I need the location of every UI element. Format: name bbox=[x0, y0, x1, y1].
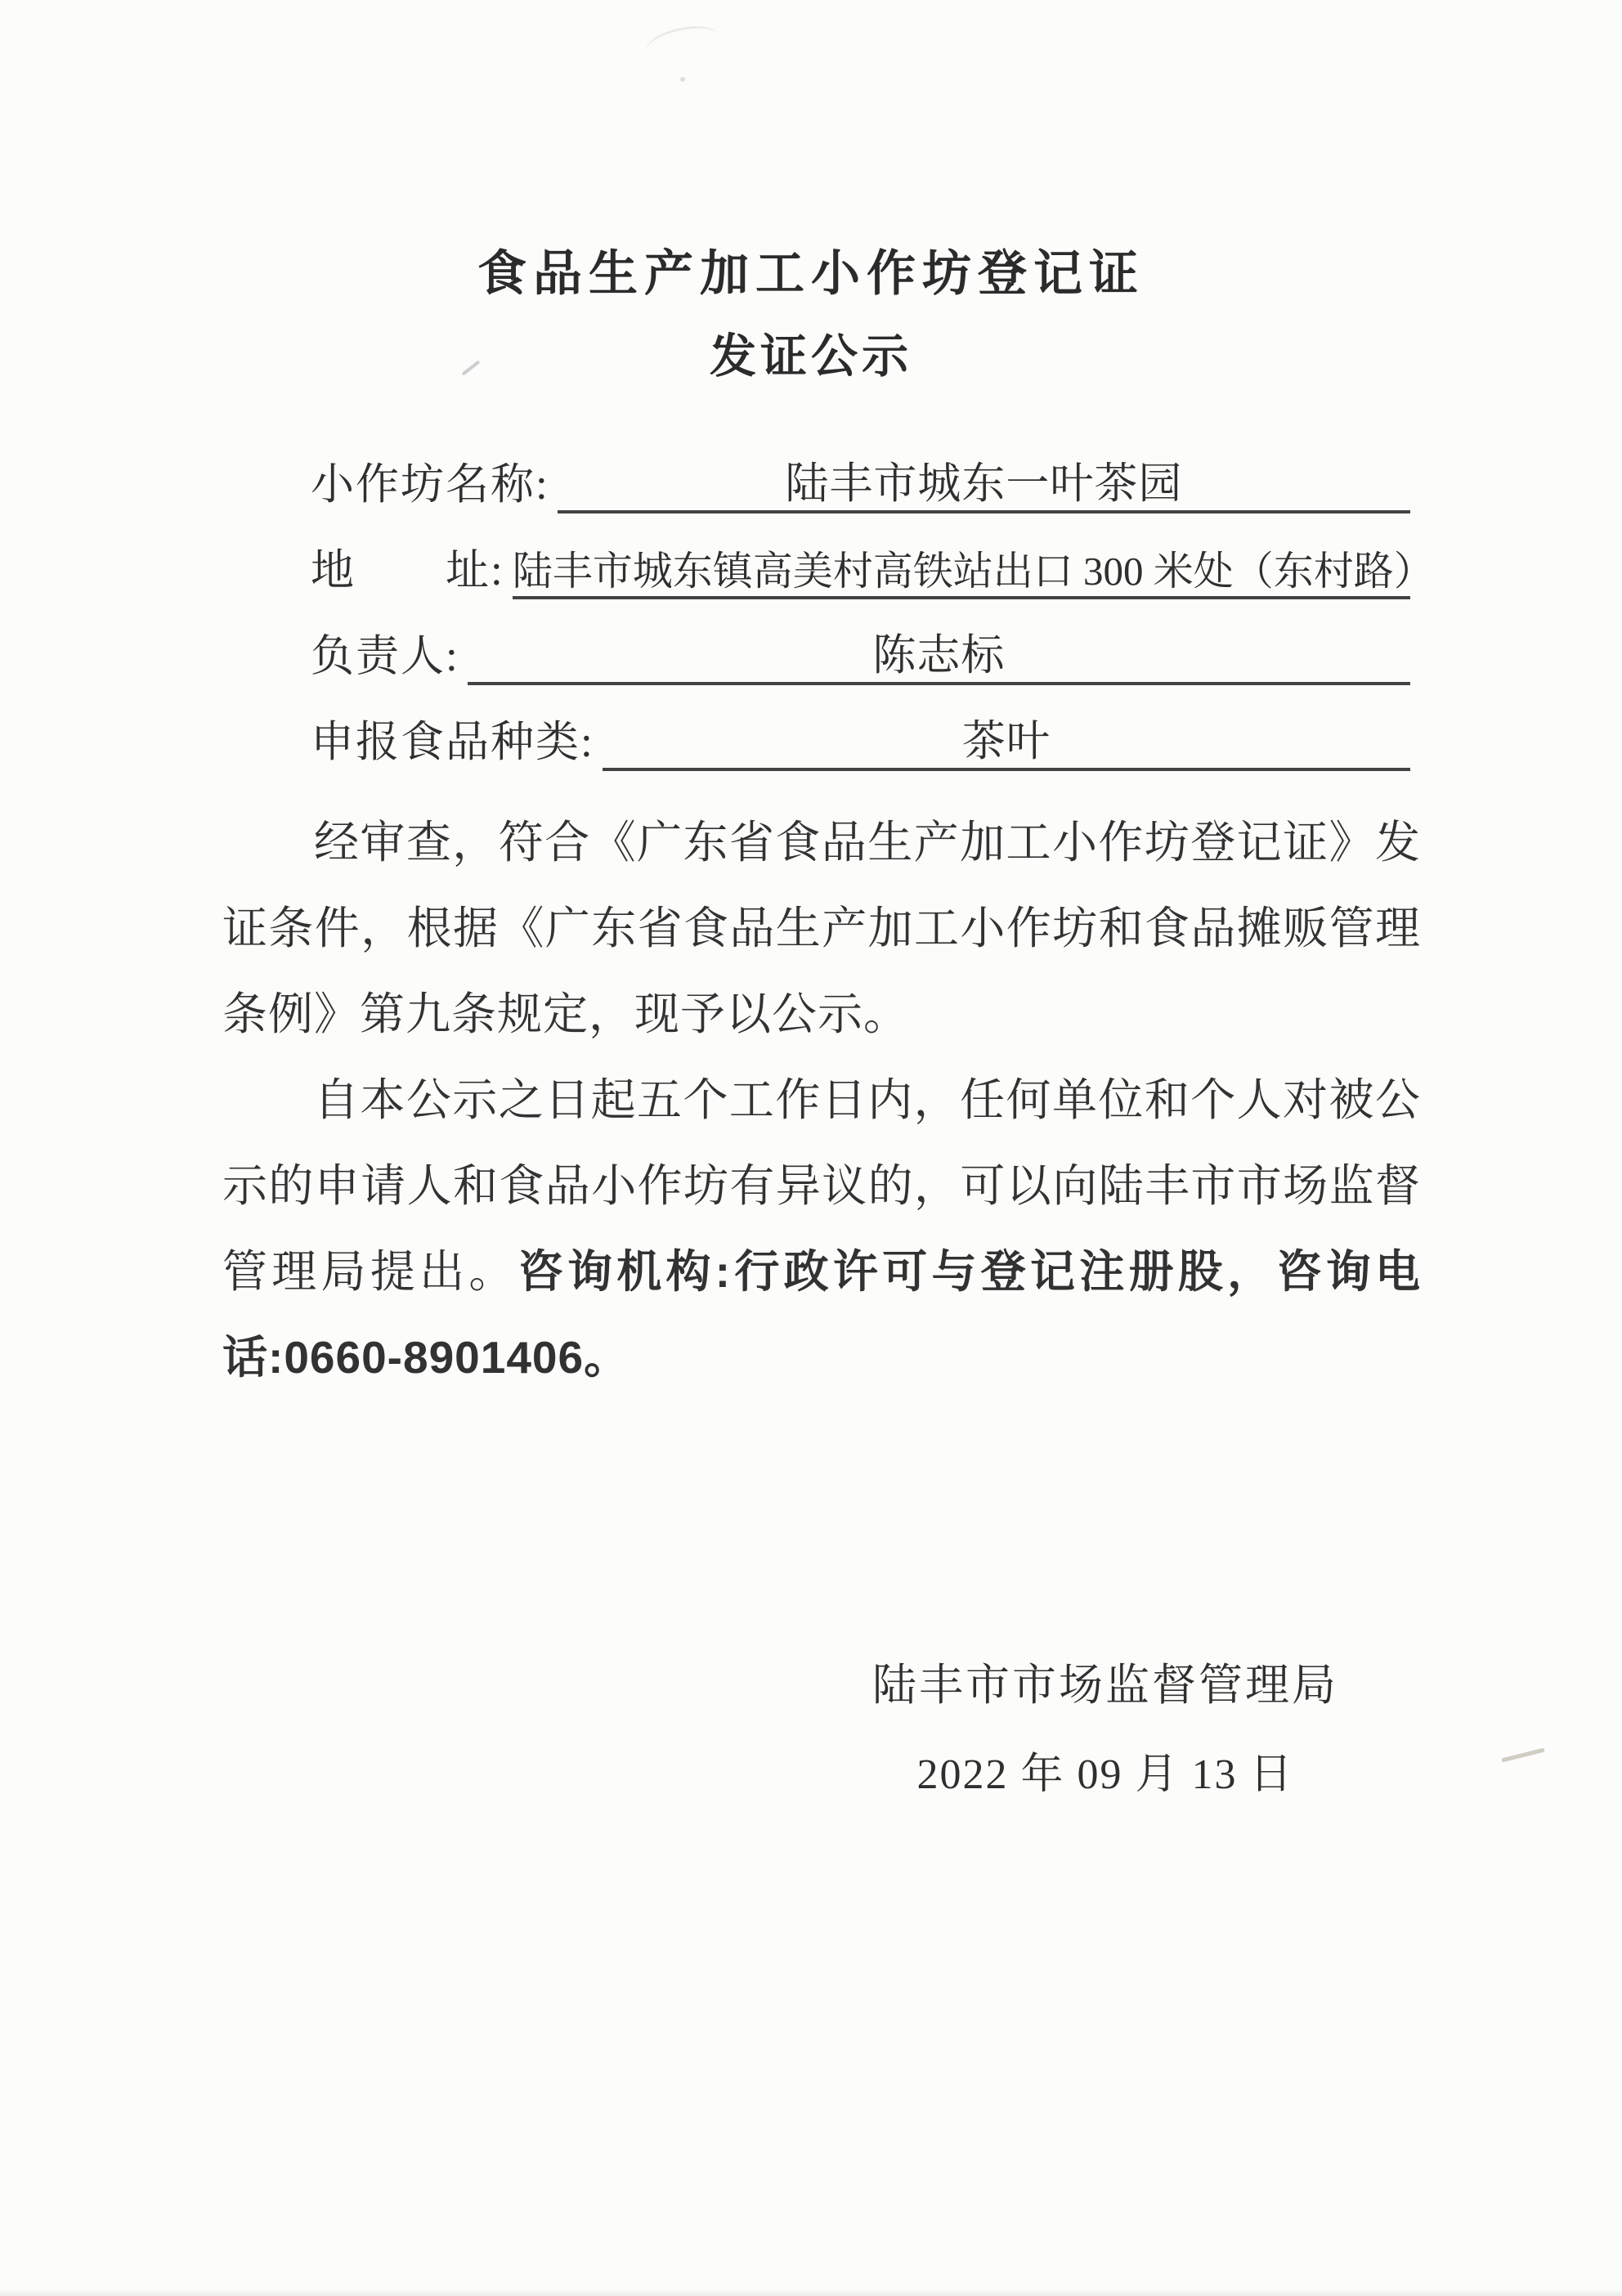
notice-body bbox=[222, 800, 1421, 1401]
form-row-address bbox=[311, 513, 1434, 599]
scan-artifact-wisp bbox=[643, 20, 722, 65]
food-type-value: 茶叶 bbox=[603, 718, 1410, 771]
scan-artifact-streak bbox=[1501, 1748, 1545, 1763]
objection-text: 自本公示之日起五个工作日内，任何单位和个人对被公示的申请人和食品小作坊有异议的，可以向陆丰市市场监督管理局提出。 bbox=[222, 1075, 1421, 1297]
document-title: 食品生产加工小作坊登记证 bbox=[477, 246, 1145, 301]
paragraph-objection bbox=[222, 1057, 1421, 1401]
paragraph-review: 经审查，符合《广东省食品生产加工小作坊登记证》发证条件，根据《广东省食品生产加工小作坊和食品摊贩管理条例》第九条规定，现予以公示。 bbox=[222, 818, 1421, 1039]
workshop-name-label: 小作坊名称: bbox=[311, 461, 549, 509]
address-value: 陆丰市城东镇高美村高铁站出口 300 米处（东村路） bbox=[513, 549, 1410, 599]
issue-date: 2022 年 09 月 13 日 bbox=[916, 1751, 1294, 1798]
workshop-name-value: 陆丰市城东一叶茶园 bbox=[558, 460, 1410, 513]
registration-form bbox=[311, 428, 1434, 771]
address-label: 地 址: bbox=[311, 547, 504, 594]
document-subtitle: 发证公示 bbox=[710, 330, 912, 383]
person-in-charge-label: 负责人: bbox=[311, 633, 459, 680]
form-row-workshop-name bbox=[311, 428, 1410, 513]
form-row-food-type bbox=[311, 685, 1410, 771]
contact-info-bold-text: 咨询机构:行政许可与登记注册股，咨询电话:0660-8901406。 bbox=[222, 1246, 1421, 1383]
person-in-charge-value: 陈志标 bbox=[468, 632, 1410, 685]
form-row-person-in-charge bbox=[311, 599, 1410, 685]
scan-artifact-dot bbox=[680, 77, 685, 82]
food-type-label: 申报食品种类: bbox=[311, 719, 594, 766]
issuer-name: 陆丰市市场监督管理局 bbox=[872, 1661, 1338, 1710]
signature-block bbox=[860, 1660, 1351, 1799]
